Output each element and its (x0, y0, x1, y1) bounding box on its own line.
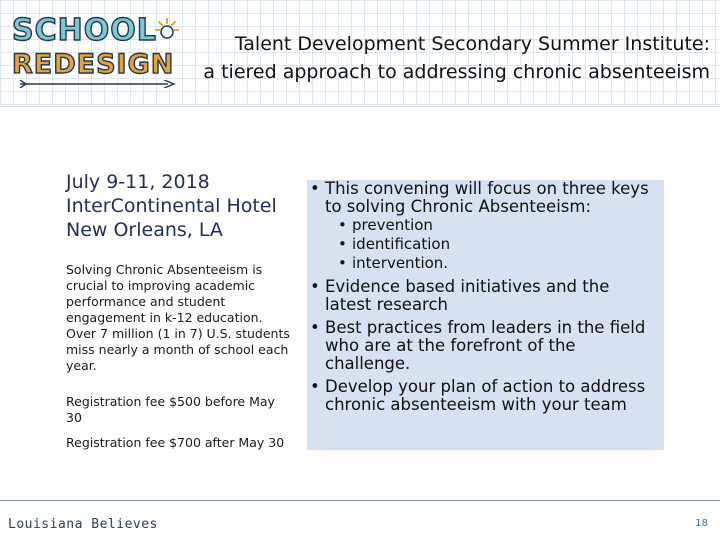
highlight-point: • Best practices from leaders in the field who are at the forefront of the challenge. (307, 319, 658, 373)
highlights-box (307, 180, 664, 450)
footer-divider (0, 500, 720, 501)
page-number: 18 (695, 518, 708, 529)
highlight-point: • Evidence based initiatives and the latest research (307, 278, 658, 314)
key-item: • intervention. (307, 254, 658, 273)
page-title (203, 30, 710, 86)
key-item: • prevention (307, 216, 658, 235)
logo-line-1: SCHOOL (12, 13, 157, 48)
logo-line-2: REDESIGN (12, 49, 175, 80)
key-item: • identification (307, 235, 658, 254)
header-banner (0, 0, 720, 107)
event-dates: July 9-11, 2018 (66, 171, 210, 193)
highlight-intro: • This convening will focus on three keys to solving Chronic Absenteeism: (307, 180, 658, 216)
event-description: Solving Chronic Absenteeism is crucial to improving academic performance and student engagement in k-12 education. Over 7 million (1 in 7) U.S. students miss nearly a month of school each year. (66, 262, 290, 373)
fee-late: Registration fee $700 after May 30 (66, 435, 285, 450)
event-info (66, 170, 292, 451)
title-line-2: a tiered approach to addressing chronic absenteeism (203, 61, 710, 83)
title-line-1: Talent Development Secondary Summer Institute: (234, 33, 710, 55)
highlight-point: • Develop your plan of action to address chronic absenteeism with your team (307, 378, 658, 414)
sun-icon (154, 18, 180, 44)
event-venue: InterContinental Hotel (66, 195, 277, 217)
highlights-list (307, 180, 658, 414)
fee-early: Registration fee $500 before May 30 (66, 394, 275, 425)
event-city: New Orleans, LA (66, 219, 223, 241)
school-redesign-logo (6, 10, 181, 86)
arrow-icon (18, 80, 178, 88)
louisiana-believes-logo: Louisiana Believes (8, 517, 158, 532)
